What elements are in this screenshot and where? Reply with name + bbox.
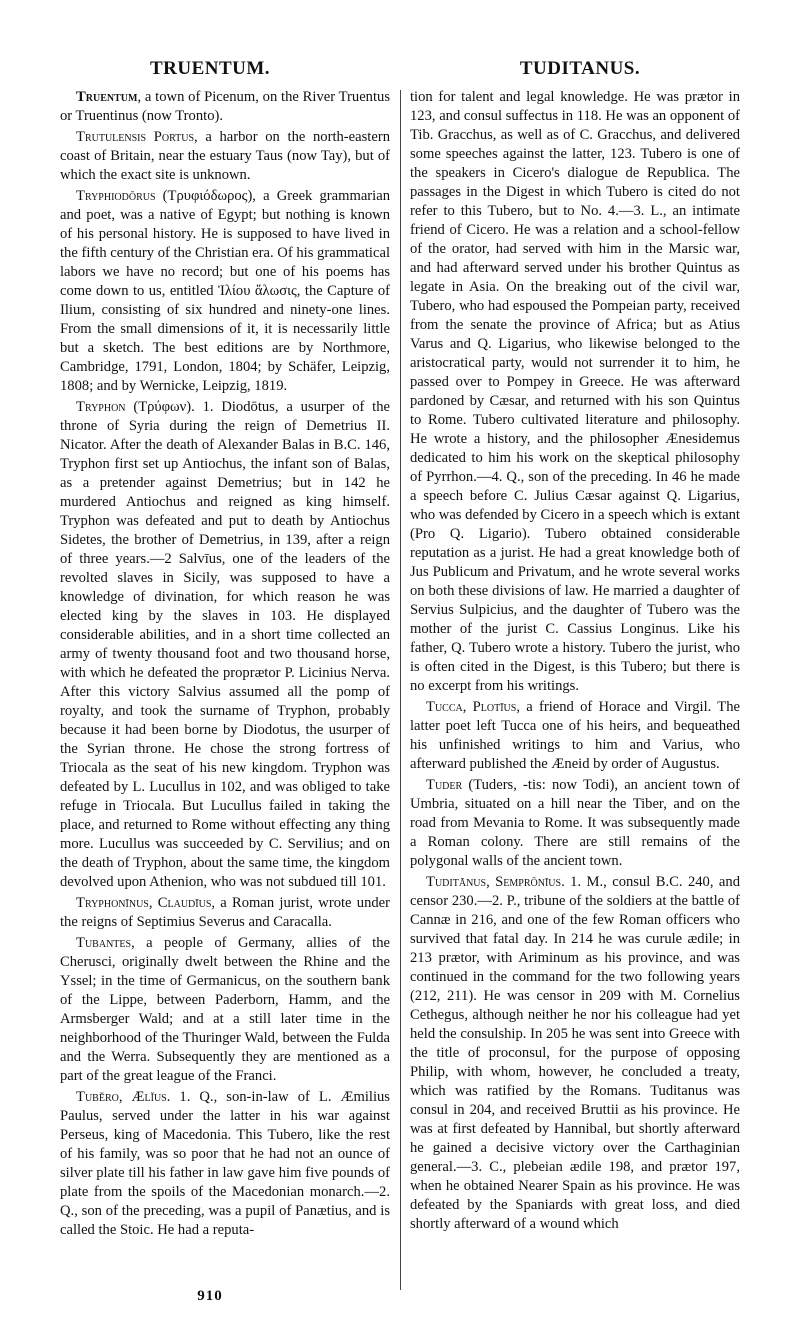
entry-text: (Τρυφιόδωρος), a Greek grammarian and poet, was a native of Egypt; but nothing is known of his personal history. He is supposed to have lived in the fifth century of the Christian era. Of his grammatical labors we have no record; but one of his poems has come down to us, entitled Ἰλίου ἅλωσις, the Capture of Ilium, consisting of six hundred and ninety-one lines. From the small dimensions of it, it is necessarily little but a sketch. The best editions are by Northmore, Cambridge, 1791, London, 1804; by Schäfer, Leipzig, 1808; and by Wernicke, Leipzig, 1819. [60,188,390,394]
entry-headword: Tubĕro, Ælĭus [76,1089,167,1105]
entry-text: , a town of Picenum, on the River Truentus or Truentinus (now Tronto). [60,89,390,124]
entry-headword: Tuditānus, Semprōnīus [426,874,562,890]
entry-tucca [410,698,740,774]
right-running-head: TUDITANUS. [519,58,641,79]
entry-text: , a people of Germany, allies of the Cherusci, originally dwelt between the Rhine and the Yssel; in the time of Germanicus, on the southern bank of the Lippe, between Paderborn, Hamm, and the Armsberger Wald; and at a still later time in the neighborhood of the Thuringer Wald, between the Fulda and the Werra. Subsequently they are mentioned as a part of the great league of the Franci. [60,935,390,1084]
entry-tubero-continued [410,88,740,696]
entry-text: . 1. Q., son-in-law of L. Æmilius Paulus, served under the latter in his war against Perseus, king of Macedonia. This Tubero, like the rest of his family, was so poor that he had not an ounce of silver plate till his father in law gave him five pounds of plate from the spoils of the Macedonian monarch.—2. Q., son of the preceding, was a pupil of Panætius, and is called the Stoic. He had a reputa- [60,1089,390,1238]
entry-tuditanus [410,873,740,1234]
entry-text: , a friend of Horace and Virgil. The latter poet left Tucca one of his heirs, and bequeathed his unfinished writings to him and Varius, who afterward published the Æneid by order of Augustus. [410,699,740,772]
page-header [0,58,800,86]
entry-tubantes [60,934,390,1086]
column-divider [400,90,401,1290]
entry-text: (Tuders, -tis: now Todi), an ancient town of Umbria, situated on a hill near the Tiber, and on the road from Mevania to Rome. It was subsequently made a Roman colony. There are still remains of the polygonal walls of the ancient town. [410,777,740,869]
entry-headword: Tryphon [76,399,126,415]
entry-truentum [60,88,390,126]
entry-headword: Truentum [76,89,138,105]
entry-text: (Τρύφων). 1. Diodōtus, a usurper of the throne of Syria during the reign of Demetrius II. Nicator. After the death of Alexander Balas in B.C. 146, Tryphon first set up Antiochus, the infant son of Balas, as a pretender against Demetrius; but in 142 he murdered Antiochus and reigned as king himself. Tryphon was defeated and put to death by Antiochus Sidetes, the brother of Demetrius, in 139, after a reign of three years.—2 Salvīus, one of the leaders of the revolted slaves in Sicily, was supposed to have a knowledge of divination, for which reason he was elected king by the slaves in 103. He displayed considerable abilities, and in a short time collected an army of twenty thousand foot and two thousand horse, with which he defeated the proprætor P. Licinius Nerva. After this victory Salvius assumed all the pomp of royalty, and took the surname of Tryphon, probably because it had been borne by Diodotus, the usurper of the Syrian throne. He chose the strong fortress of Triocala as the seat of his new kingdom. Tryphon was defeated by L. Lucullus in 102, and was obliged to take refuge in Triocala. But Lucullus failed in taking the place, and returned to Rome without effecting any thing more. Lucullus was succeeded by C. Servilius; and on the death of Tryphon, about the same time, the kingdom devolved upon Athenion, who was not subdued till 101. [60,399,390,890]
entry-text: , a harbor on the north-eastern coast of Britain, near the estuary Taus (now Tay), but of which the exact site is unknown. [60,129,390,183]
left-running-head: TRUENTUM. [149,58,271,79]
entry-tubero [60,1088,390,1240]
entry-headword: Tryphonīnus, Claudīus [76,895,212,911]
entry-text: tion for talent and legal knowledge. He was prætor in 123, and consul suffectus in 118. He was an opponent of Tib. Gracchus, as well as of C. Gracchus, and delivered some speeches against the latter, 123. Tubero is one of the speakers in Cicero's dialogue de Republica. The passages in the Digest in which Tubero is cited do not refer to this Tubero, but to No. 4.—3. L., an intimate friend of Cicero. He was a relation and a school-fellow of the orator, had served with him in the Marsic war, and had afterward served under his brother Quintus as legate in Asia. On the breaking out of the civil war, Tubero, who had espoused the Pompeian party, received from the senate the province of Africa; but as Atius Varus and Q. Ligarius, who likewise belonged to the aristocratical party, would not surrender it to him, he passed over to Pompey in Greece. He was afterward pardoned by Cæsar, and returned with his son Quintus to Rome. Tubero cultivated literature and philosophy. He wrote a history, and the philosopher Ænesidemus dedicated to him his work on the skeptical philosophy of Pyrrhon.—4. Q., son of the preceding. In 46 he made a speech before C. Julius Cæsar against Q. Ligarius, who was defended by Cicero in a speech which is extant (Pro Q. Ligario). Tubero obtained considerable reputation as a jurist. He had a great knowledge both of Jus Publicum and Privatum, and he wrote several works on both these divisions of law. He married a daughter of Servius Sulpicius, and the daughter of Tubero was the mother of the jurist C. Cassius Longinus. Like his father, Q. Tubero wrote a history. Tubero the jurist, who is often cited in the Digest, is this Tubero; but there is no excerpt from his writings. [410,89,740,694]
entry-text: . 1. M., consul B.C. 240, and censor 230.—2. P., tribune of the soldiers at the battle of Cannæ in 216, and one of the few Roman officers who survived that fatal day. In 214 he was curule ædile; in 213 prætor, with Ariminum as his province, and was continued in the command for the two following years (212, 211). He was censor in 209 with M. Cornelius Cethegus, although neither he nor his colleague had yet held the consulship. In 205 he was sent into Greece with the title of proconsul, for the purpose of opposing Philip, with whom, however, he concluded a treaty, which was ratified by the Romans. Tuditanus was consul in 204, and received Bruttii as his province. He was at first defeated by Hannibal, but shortly afterward he gained a decisive victory over the Carthaginian general.—3. C., plebeian ædile 198, and prætor 197, when he obtained Nearer Spain as his province. He was defeated by the Spaniards with great loss, and died shortly afterward of a wound which [410,874,740,1232]
entry-trutulensis-portus [60,128,390,185]
entry-tuder [410,776,740,871]
entry-headword: Tubantes [76,935,132,951]
right-column [410,88,740,1236]
entry-headword: Tuder [426,777,463,793]
entry-headword: Tryphiodōrus [76,188,156,204]
entry-tryphon [60,398,390,892]
entry-headword: Trutulensis Portus [76,129,195,145]
page-number: 910 [197,1288,223,1304]
entry-text: , a Roman jurist, wrote under the reigns of Septimius Severus and Caracalla. [60,895,391,930]
entry-tryphiodorus [60,187,390,396]
entry-headword: Tucca, Plotīus [426,699,517,715]
left-column [60,88,390,1242]
entry-tryphoninus [60,894,390,932]
